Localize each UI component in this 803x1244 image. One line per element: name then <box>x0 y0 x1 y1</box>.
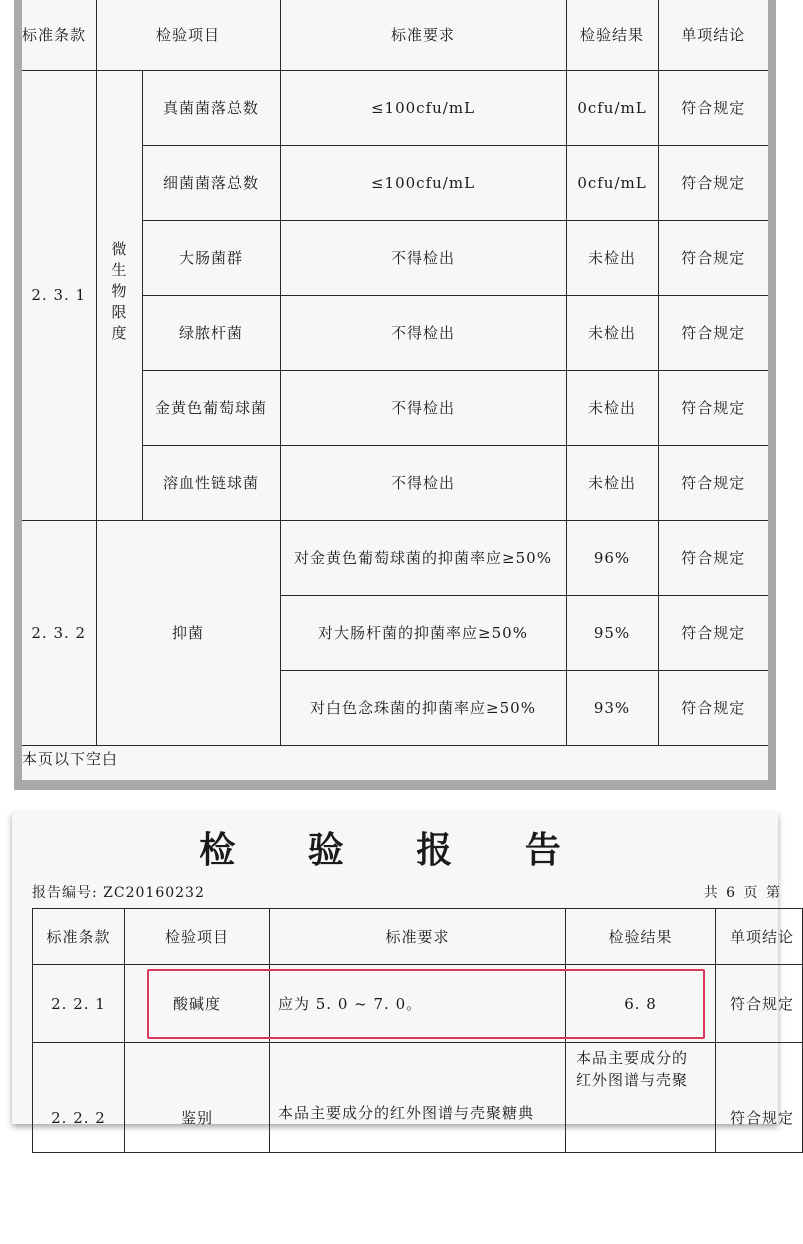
header-item: 检验项目 <box>96 0 280 70</box>
item-cell: 真菌菌落总数 <box>142 70 280 145</box>
item-cell: 绿脓杆菌 <box>142 295 280 370</box>
conclusion-cell: 符合规定 <box>658 295 768 370</box>
result-cell: 未检出 <box>566 370 658 445</box>
result-cell: 93% <box>566 670 658 745</box>
result-cell: 未检出 <box>566 445 658 520</box>
page-count: 共 6 页 第 <box>703 885 782 901</box>
conclusion-cell: 符合规定 <box>716 1043 803 1153</box>
result-cell: 6. 8 <box>566 965 716 1043</box>
blank-below-note: 本页以下空白 <box>22 750 119 768</box>
clause-cell: 2. 3. 1 <box>22 70 96 520</box>
category-label: 微生物限度 <box>109 240 128 346</box>
header-result: 检验结果 <box>566 0 658 70</box>
conclusion-cell: 符合规定 <box>658 145 768 220</box>
item-cell: 酸碱度 <box>125 965 270 1043</box>
conclusion-cell: 符合规定 <box>658 70 768 145</box>
test-results-table <box>22 0 768 746</box>
report-title: 检 验 报 告 <box>199 829 591 871</box>
requirement-cell: 对大肠杆菌的抑菌率应≥50% <box>280 595 566 670</box>
result-cell: 0cfu/mL <box>566 70 658 145</box>
header-clause: 标准条款 <box>33 909 125 965</box>
result-cell: 0cfu/mL <box>566 145 658 220</box>
category-cell <box>96 70 142 520</box>
conclusion-cell: 符合规定 <box>716 965 803 1043</box>
requirement-cell: 不得检出 <box>280 295 566 370</box>
clause-cell: 2. 3. 2 <box>22 520 96 745</box>
header-item: 检验项目 <box>125 909 270 965</box>
table-row <box>22 70 768 145</box>
header-clause: 标准条款 <box>22 0 96 70</box>
header-conclusion: 单项结论 <box>658 0 768 70</box>
paper-top <box>22 0 768 780</box>
item-cell: 抑菌 <box>96 520 280 745</box>
requirement-cell: 应为 5. 0 ~ 7. 0。 <box>270 965 566 1043</box>
clause-cell: 2. 2. 2 <box>33 1043 125 1153</box>
requirement-cell: ≤100cfu/mL <box>280 145 566 220</box>
result-line: 本品主要成分的 <box>576 1049 689 1067</box>
header-requirement: 标准要求 <box>270 909 566 965</box>
result-cell: 95% <box>566 595 658 670</box>
table-row <box>22 520 768 595</box>
report-header-row <box>33 909 803 965</box>
result-cell: 96% <box>566 520 658 595</box>
result-cell: 未检出 <box>566 220 658 295</box>
result-line: 红外图谱与壳聚 <box>576 1071 689 1089</box>
requirement-cell: 不得检出 <box>280 445 566 520</box>
item-cell: 金黄色葡萄球菌 <box>142 370 280 445</box>
conclusion-cell: 符合规定 <box>658 370 768 445</box>
result-cell <box>566 1043 716 1153</box>
result-cell: 未检出 <box>566 295 658 370</box>
header-requirement: 标准要求 <box>280 0 566 70</box>
requirement-cell: 不得检出 <box>280 370 566 445</box>
item-cell: 细菌菌落总数 <box>142 145 280 220</box>
requirement-cell: 不得检出 <box>280 220 566 295</box>
report-number: 报告编号: ZC20160232 <box>32 885 205 901</box>
requirement-cell: ≤100cfu/mL <box>280 70 566 145</box>
header-result: 检验结果 <box>566 909 716 965</box>
requirement-cell: 本品主要成分的红外图谱与壳聚糖典 <box>270 1043 566 1153</box>
scan-page-top <box>14 0 776 790</box>
conclusion-cell: 符合规定 <box>658 520 768 595</box>
conclusion-cell: 符合规定 <box>658 445 768 520</box>
table-row <box>33 1043 803 1153</box>
requirement-cell: 对金黄色葡萄球菌的抑菌率应≥50% <box>280 520 566 595</box>
table-header-row <box>22 0 768 70</box>
requirement-cell: 对白色念珠菌的抑菌率应≥50% <box>280 670 566 745</box>
conclusion-cell: 符合规定 <box>658 595 768 670</box>
item-cell: 大肠菌群 <box>142 220 280 295</box>
conclusion-cell: 符合规定 <box>658 220 768 295</box>
scan-page-report <box>12 812 795 1127</box>
item-cell: 鉴别 <box>125 1043 270 1153</box>
clause-cell: 2. 2. 1 <box>33 965 125 1043</box>
item-cell: 溶血性链球菌 <box>142 445 280 520</box>
highlight-box <box>147 969 705 1039</box>
header-conclusion: 单项结论 <box>716 909 803 965</box>
conclusion-cell: 符合规定 <box>658 670 768 745</box>
